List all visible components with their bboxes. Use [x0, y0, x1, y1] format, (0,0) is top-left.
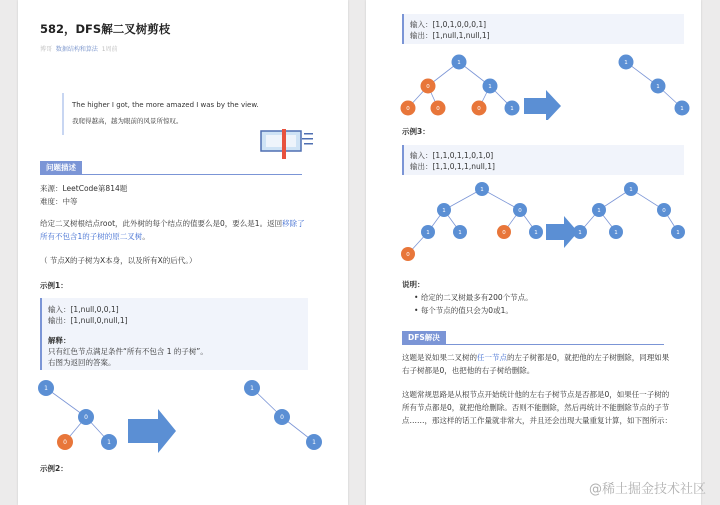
node-label: 0	[280, 414, 284, 421]
node-label: 1	[510, 106, 514, 112]
description-line-2: 所有不包含1的子树的原二叉树。	[40, 232, 150, 241]
node-label: 1	[534, 230, 538, 236]
example3-diagram	[394, 180, 694, 270]
difficulty-line: 难度：中等	[40, 197, 78, 206]
example2-output: 输出：[1,null,1,null,1]	[410, 31, 490, 40]
node-label: 0	[406, 252, 410, 258]
node-label: 1	[578, 230, 582, 236]
meta-author: 博哥	[40, 46, 53, 53]
node-label: 1	[624, 60, 628, 66]
source-line: 来源：LeetCode第814题	[40, 184, 128, 193]
node-label: 0	[436, 106, 440, 112]
node-label: 1	[488, 84, 492, 90]
article-meta	[40, 44, 118, 55]
section-dfs-solution: DFS解决	[402, 331, 446, 344]
example3-output: 输出：[1,1,0,1,1,null,1]	[410, 162, 495, 171]
example1-explain-2: 右图为返回的答案。	[48, 358, 116, 367]
node-label: 1	[680, 106, 684, 112]
paragraph1-line2: 右子树都是0，也把他的右子树给删除。	[402, 366, 535, 375]
example1-label: 示例1：	[40, 281, 68, 290]
node-label: 1	[457, 60, 461, 66]
notes-title: 说明：	[402, 280, 425, 289]
watermark: @稀土掘金技术社区	[588, 482, 706, 497]
note-item-2: • 每个节点的值只会为0或1。	[414, 306, 513, 315]
node-label: 1	[250, 385, 254, 392]
node-label: 1	[312, 439, 316, 446]
node-label: 0	[406, 106, 410, 112]
reading-illustration	[258, 127, 318, 163]
example1-diagram	[28, 375, 338, 460]
node-label: 1	[614, 230, 618, 236]
paragraph2-line2: 所有节点都是0，就把他给删除。否则不能删除，然后再统计不能删除节点的子节	[402, 403, 670, 412]
example3-after-tree	[573, 182, 685, 239]
quote-english: The higher I got, the more amazed I was by the view.	[72, 101, 259, 109]
node-label: 0	[84, 414, 88, 421]
node-label: 0	[477, 106, 481, 112]
example2-input: 输入：[1,0,1,0,0,0,1]	[410, 20, 487, 29]
quote-chinese: 我爬得越高，越为眼前的风景所惊叹。	[72, 117, 183, 125]
section-divider	[402, 344, 664, 345]
example2-before-tree	[401, 55, 520, 116]
section-divider	[40, 174, 302, 175]
right-page	[366, 0, 701, 505]
example1-explain-1: 只有红色节点满足条件“所有不包含 1 的子树”。	[48, 347, 208, 356]
meta-extra: 1周前	[101, 46, 118, 53]
example1-explain-title: 解释：	[48, 336, 71, 345]
arrow-icon	[128, 409, 176, 453]
node-label: 1	[597, 208, 601, 214]
description-line-1: 给定二叉树根结点root，此外树的每个结点的值要么是0，要么是1。返回移除了	[40, 219, 305, 228]
example3-input: 输入：[1,1,0,1,1,0,1,0]	[410, 151, 494, 160]
example1-before-tree	[38, 380, 117, 450]
article-title: 582，DFS解二叉树剪枝	[40, 22, 171, 36]
example3-label: 示例3：	[402, 127, 430, 136]
example3-before-tree	[401, 182, 543, 261]
node-label: 1	[44, 385, 48, 392]
subtree-note: （ 节点X的子树为X本身，以及所有X的后代。）	[40, 256, 197, 265]
example2-diagram	[396, 50, 696, 120]
arrow-icon	[524, 90, 561, 120]
left-page	[18, 0, 348, 505]
paragraph1-line1: 这题是说如果二叉树的任一节点的左子树都是0，就把他的左子树删除，同理如果	[402, 353, 670, 362]
example1-after-tree	[244, 380, 322, 450]
node-label: 1	[458, 230, 462, 236]
node-label: 1	[107, 439, 111, 446]
paragraph2-line3: 点……，那这样的话工作量就非常大，并且还会出现大量重复计算，如下图所示：	[402, 416, 672, 425]
node-label: 0	[662, 208, 666, 214]
node-label: 1	[442, 208, 446, 214]
node-label: 0	[63, 439, 67, 446]
node-label: 0	[426, 84, 430, 90]
note-item-1: • 给定的二叉树最多有200个节点。	[414, 293, 533, 302]
example2-after-tree	[619, 55, 690, 116]
node-label: 0	[502, 230, 506, 236]
node-label: 1	[426, 230, 430, 236]
node-label: 1	[480, 187, 484, 193]
node-label: 1	[676, 230, 680, 236]
example1-output: 输出：[1,null,0,null,1]	[48, 316, 128, 325]
meta-category[interactable]: 数据结构和算法	[55, 46, 98, 53]
example1-input: 输入：[1,null,0,0,1]	[48, 305, 119, 314]
example2-label: 示例2：	[40, 464, 68, 473]
section-problem-description: 问题描述	[40, 161, 82, 174]
paragraph2-line1: 这题常规思路是从根节点开始统计他的左右子树节点是否都是0，如果任一子树的	[402, 390, 670, 399]
node-label: 0	[518, 208, 522, 214]
node-label: 1	[656, 84, 660, 90]
node-label: 1	[629, 187, 633, 193]
